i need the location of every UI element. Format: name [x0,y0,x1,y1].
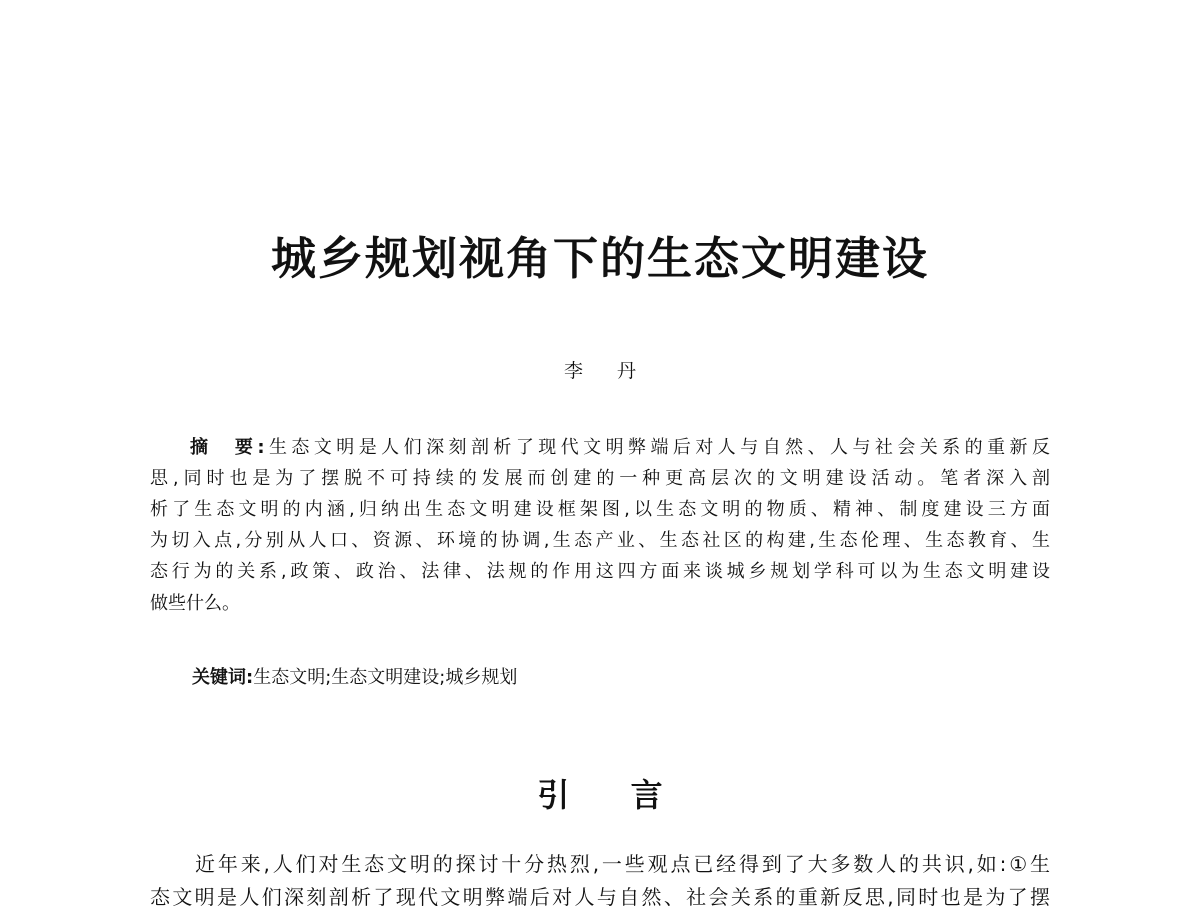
section-heading: 引 言 [537,776,663,814]
body-line: 态文明是人们深刻剖析了现代文明弊端后对人与自然、社会关系的重新反思,同时也是为了摆 [150,885,1050,909]
paper-title: 城乡规划视角下的生态文明建设 [270,232,929,285]
abstract-line: 态行为的关系,政策、政治、法律、法规的作用这四方面来谈城乡规划学科可以为生态文明建设 [150,561,1050,582]
abstract-line: 析了生态文明的内涵,归纳出生态文明建设框架图,以生态文明的物质、精神、制度建设三方面 [150,499,1050,520]
keywords [192,663,517,689]
abstract-text: 生态文明是人们深刻剖析了现代文明弊端后对人与自然、人与社会关系的重新反 [264,437,1050,458]
body-line: 近年来,人们对生态文明的探讨十分热烈,一些观点已经得到了大多数人的共识,如:①生 [195,852,1050,876]
author: 李 丹 [563,360,637,382]
abstract-line: 思,同时也是为了摆脱不可持续的发展而创建的一种更高层次的文明建设活动。笔者深入剖 [150,468,1050,489]
abstract-line: 做些什么。 [150,593,240,614]
abstract-line: 为切入点,分别从人口、资源、环境的协调,生态产业、生态社区的构建,生态伦理、生态教育、生 [150,530,1050,551]
keywords-label: 关键词: [192,667,254,688]
abstract-label: 摘 要: [190,437,265,458]
keywords-value: 生态文明;生态文明建设;城乡规划 [253,667,518,688]
abstract-line [190,433,1050,459]
